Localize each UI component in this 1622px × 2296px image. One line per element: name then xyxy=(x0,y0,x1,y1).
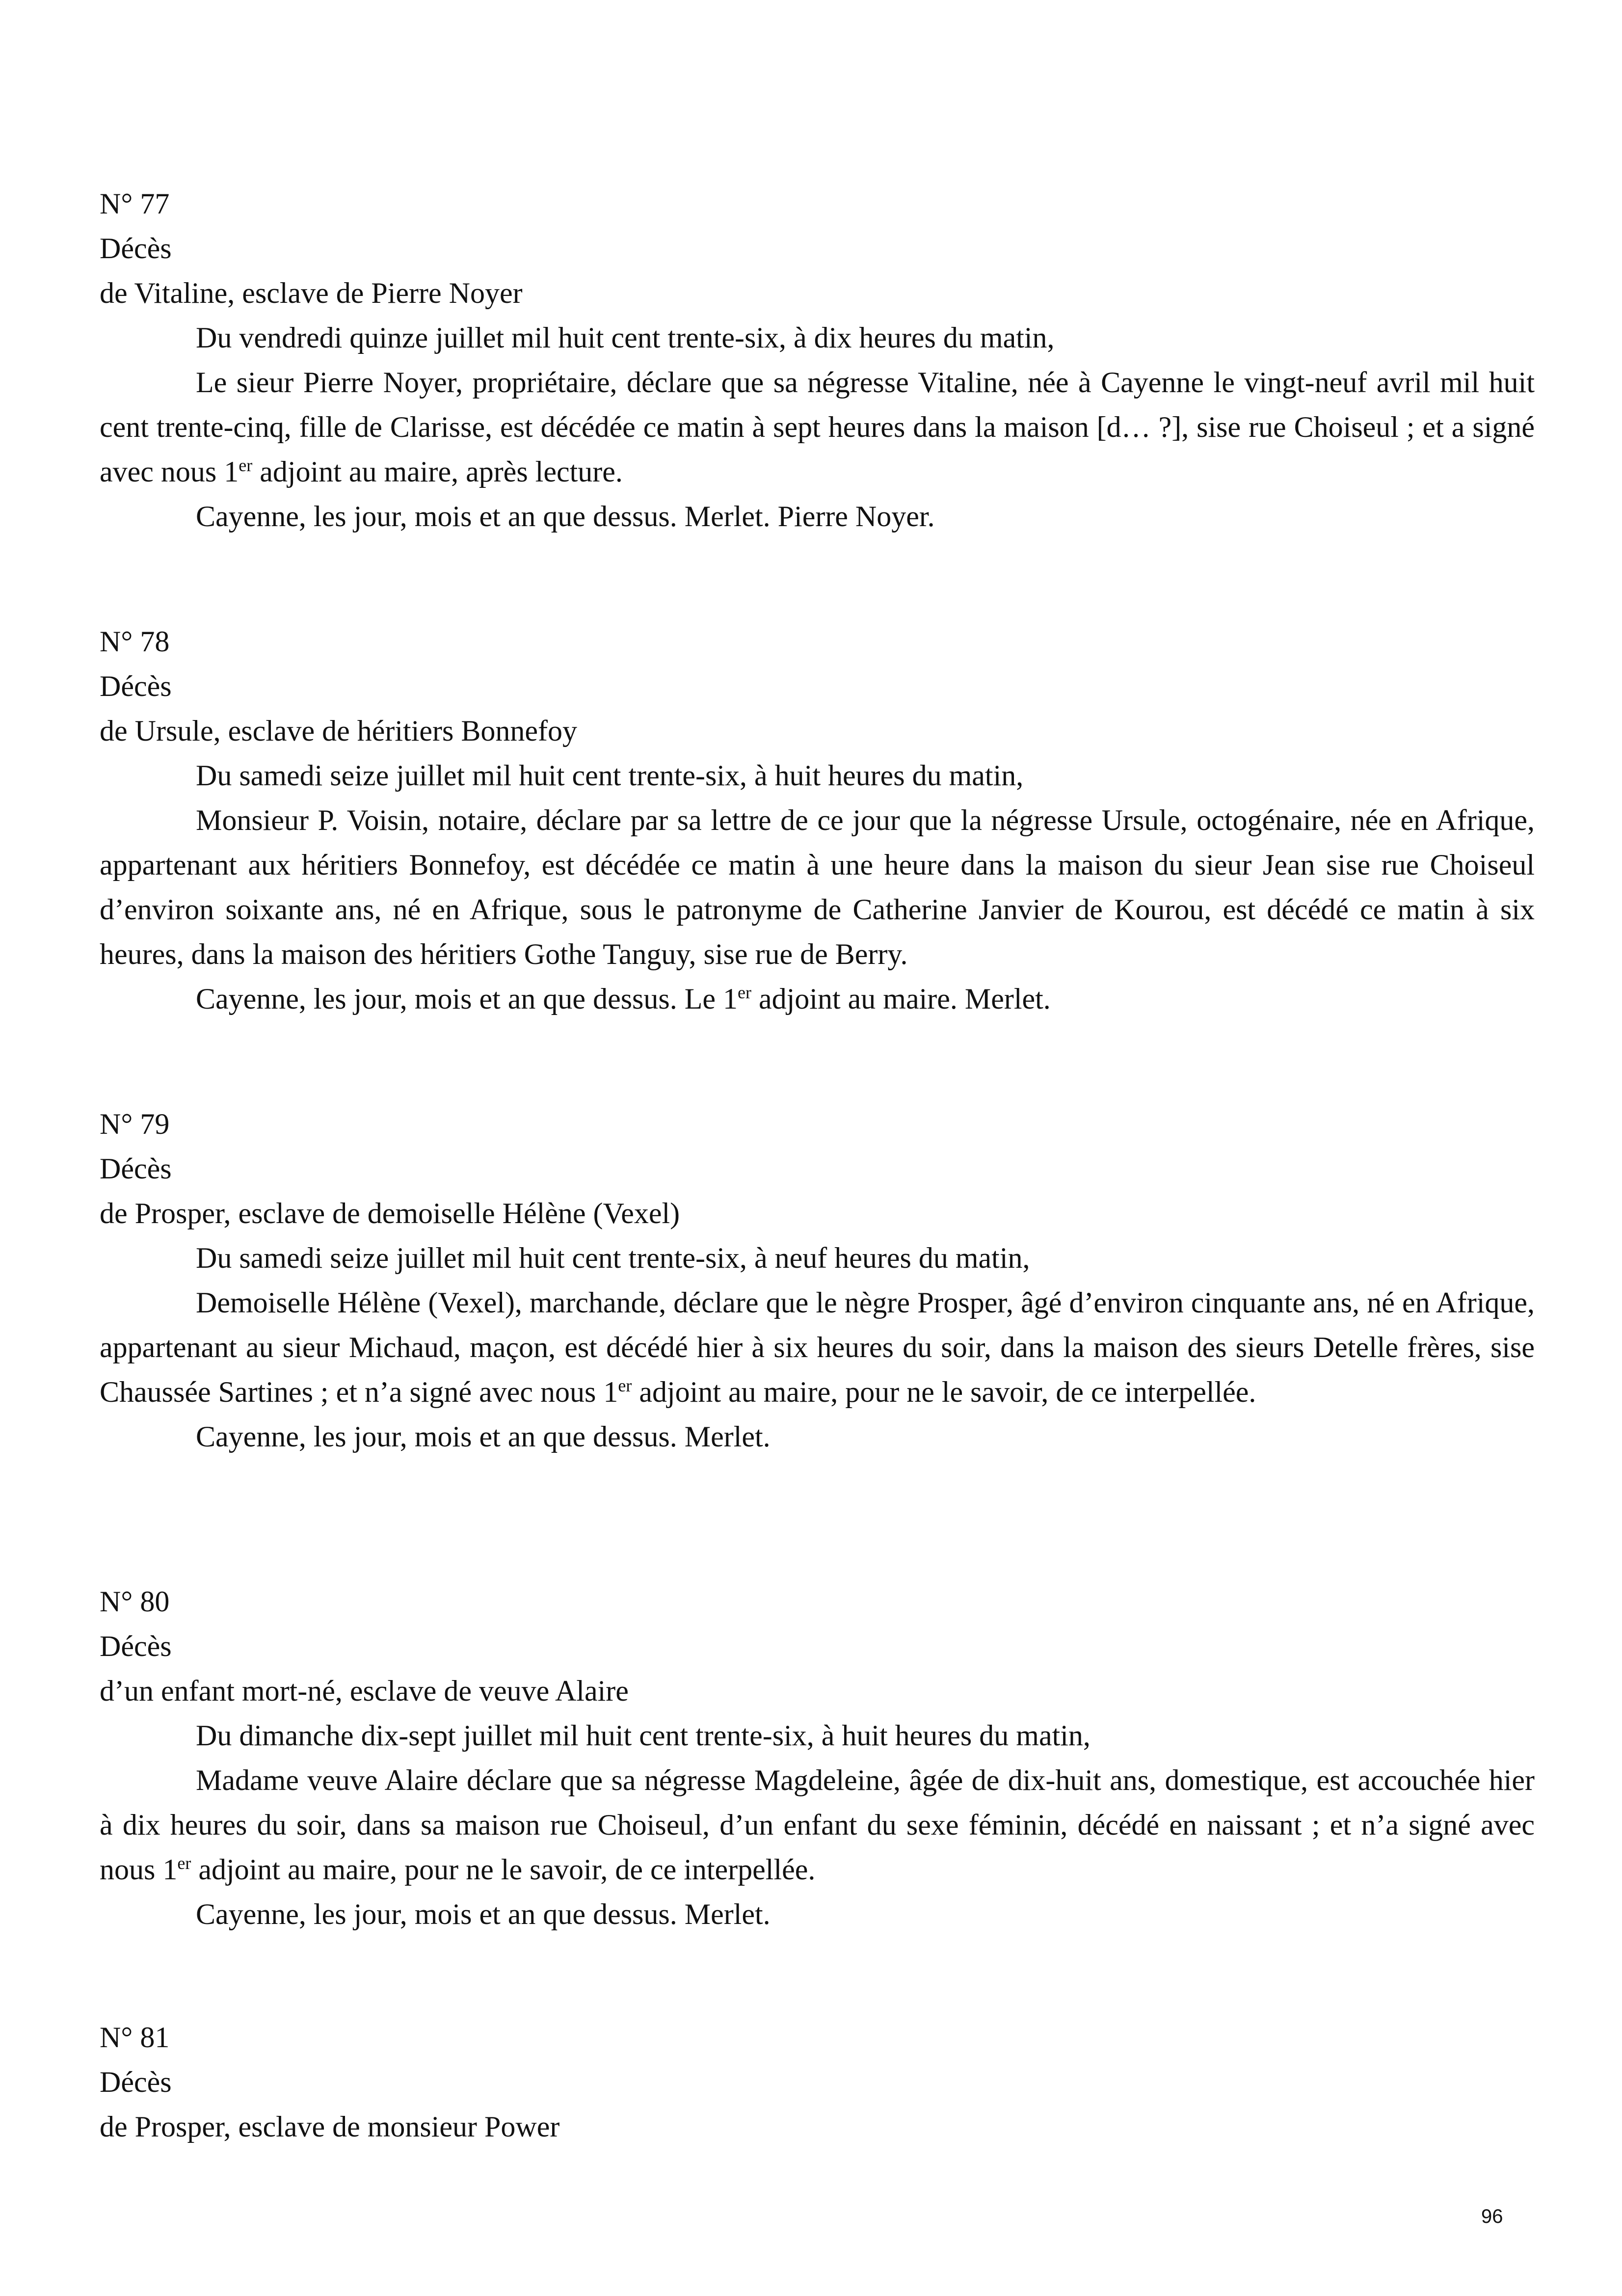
entry-closing xyxy=(100,494,1535,539)
page-number: 96 xyxy=(1481,2206,1503,2227)
entry-date-line: Du dimanche dix-sept juillet mil huit cent trente-six, à huit heures du matin, xyxy=(196,1719,1090,1752)
entry-79 xyxy=(100,1102,1535,1459)
entry-81 xyxy=(100,2015,1535,2149)
entry-date-line: Du samedi seize juillet mil huit cent trente-six, à huit heures du matin, xyxy=(196,759,1024,792)
entry-body-text-end: adjoint au maire, pour ne le savoir, de ce interpellée. xyxy=(191,1853,816,1886)
entry-body xyxy=(100,1281,1535,1415)
superscript: er xyxy=(239,455,253,475)
entry-body xyxy=(100,1758,1535,1892)
entry-closing-text: Cayenne, les jour, mois et an que dessus. Merlet. xyxy=(196,1898,771,1930)
entry-number: N° 80 xyxy=(100,1585,170,1618)
entry-closing-text: Cayenne, les jour, mois et an que dessus. Le 1 xyxy=(196,983,738,1015)
superscript: er xyxy=(738,983,751,1002)
entry-number: N° 78 xyxy=(100,625,170,658)
entry-subject: de Prosper, esclave de monsieur Power xyxy=(100,2110,560,2143)
entry-body-text: Monsieur P. Voisin, notaire, déclare par sa lettre de ce jour que la négresse Ursule, octogénaire, née en Afrique, appartenant aux héritiers Bonnefoy, est décédée ce matin à une heure dans la maison du sieur Jean sise rue Choiseul d’environ soixante ans, né en Afrique, sous le patronyme de Catherine Janvier de Kourou, est décédé ce matin à six heures, dans la maison des héritiers Gothe Tanguy, sise rue de Berry. xyxy=(100,804,1535,970)
superscript: er xyxy=(618,1376,632,1395)
entry-subject: de Prosper, esclave de demoiselle Hélène (Vexel) xyxy=(100,1197,680,1229)
entry-body-text: Madame veuve Alaire déclare que sa négresse Magdeleine, âgée de dix-huit ans, domestique, est accouchée hier à dix heures du soir, dans sa maison rue Choiseul, d’un enfant du sexe féminin, décédé en naissant ; et n’a signé avec nous 1 xyxy=(100,1764,1535,1886)
entry-78 xyxy=(100,619,1535,1021)
entry-closing-text: Cayenne, les jour, mois et an que dessus. Merlet. Pierre Noyer. xyxy=(196,500,935,533)
entry-date-line: Du vendredi quinze juillet mil huit cent trente-six, à dix heures du matin, xyxy=(196,321,1055,354)
entry-date-line: Du samedi seize juillet mil huit cent trente-six, à neuf heures du matin, xyxy=(196,1242,1030,1274)
entry-type: Décès xyxy=(100,1152,172,1185)
entry-number: N° 79 xyxy=(100,1108,170,1140)
entry-closing-text-end: adjoint au maire. Merlet. xyxy=(751,983,1051,1015)
entry-body xyxy=(100,360,1535,494)
entry-body xyxy=(100,798,1535,977)
entry-body-text: Demoiselle Hélène (Vexel), marchande, déclare que le nègre Prosper, âgé d’environ cinquante ans, né en Afrique, appartenant au sieur Michaud, maçon, est décédé hier à six heures du soir, dans la maison des sieurs Detelle frères, sise Chaussée Sartines ; et n’a signé avec nous 1 xyxy=(100,1286,1535,1408)
entry-closing xyxy=(100,1892,1535,1937)
entry-closing xyxy=(100,977,1535,1021)
entry-number: N° 77 xyxy=(100,187,170,220)
entry-closing xyxy=(100,1415,1535,1459)
entry-closing-text: Cayenne, les jour, mois et an que dessus. Merlet. xyxy=(196,1420,771,1453)
entry-number: N° 81 xyxy=(100,2021,170,2054)
entry-type: Décès xyxy=(100,232,172,265)
entry-subject: de Vitaline, esclave de Pierre Noyer xyxy=(100,277,523,309)
superscript: er xyxy=(177,1853,191,1873)
entry-type: Décès xyxy=(100,670,172,702)
entry-type: Décès xyxy=(100,1630,172,1662)
entry-77 xyxy=(100,182,1535,539)
entry-subject: de Ursule, esclave de héritiers Bonnefoy xyxy=(100,715,577,747)
entry-80 xyxy=(100,1579,1535,1937)
entry-type: Décès xyxy=(100,2066,172,2098)
entry-body-text: Le sieur Pierre Noyer, propriétaire, déclare que sa négresse Vitaline, née à Cayenne le vingt-neuf avril mil huit cent trente-cinq, fille de Clarisse, est décédée ce matin à sept heures dans la maison [d… ?], sise rue Choiseul ; et a signé avec nous 1 xyxy=(100,366,1535,488)
entry-body-text-end: adjoint au maire, pour ne le savoir, de ce interpellée. xyxy=(632,1376,1256,1408)
entry-body-text-end: adjoint au maire, après lecture. xyxy=(252,455,623,488)
entry-subject: d’un enfant mort-né, esclave de veuve Alaire xyxy=(100,1675,629,1707)
